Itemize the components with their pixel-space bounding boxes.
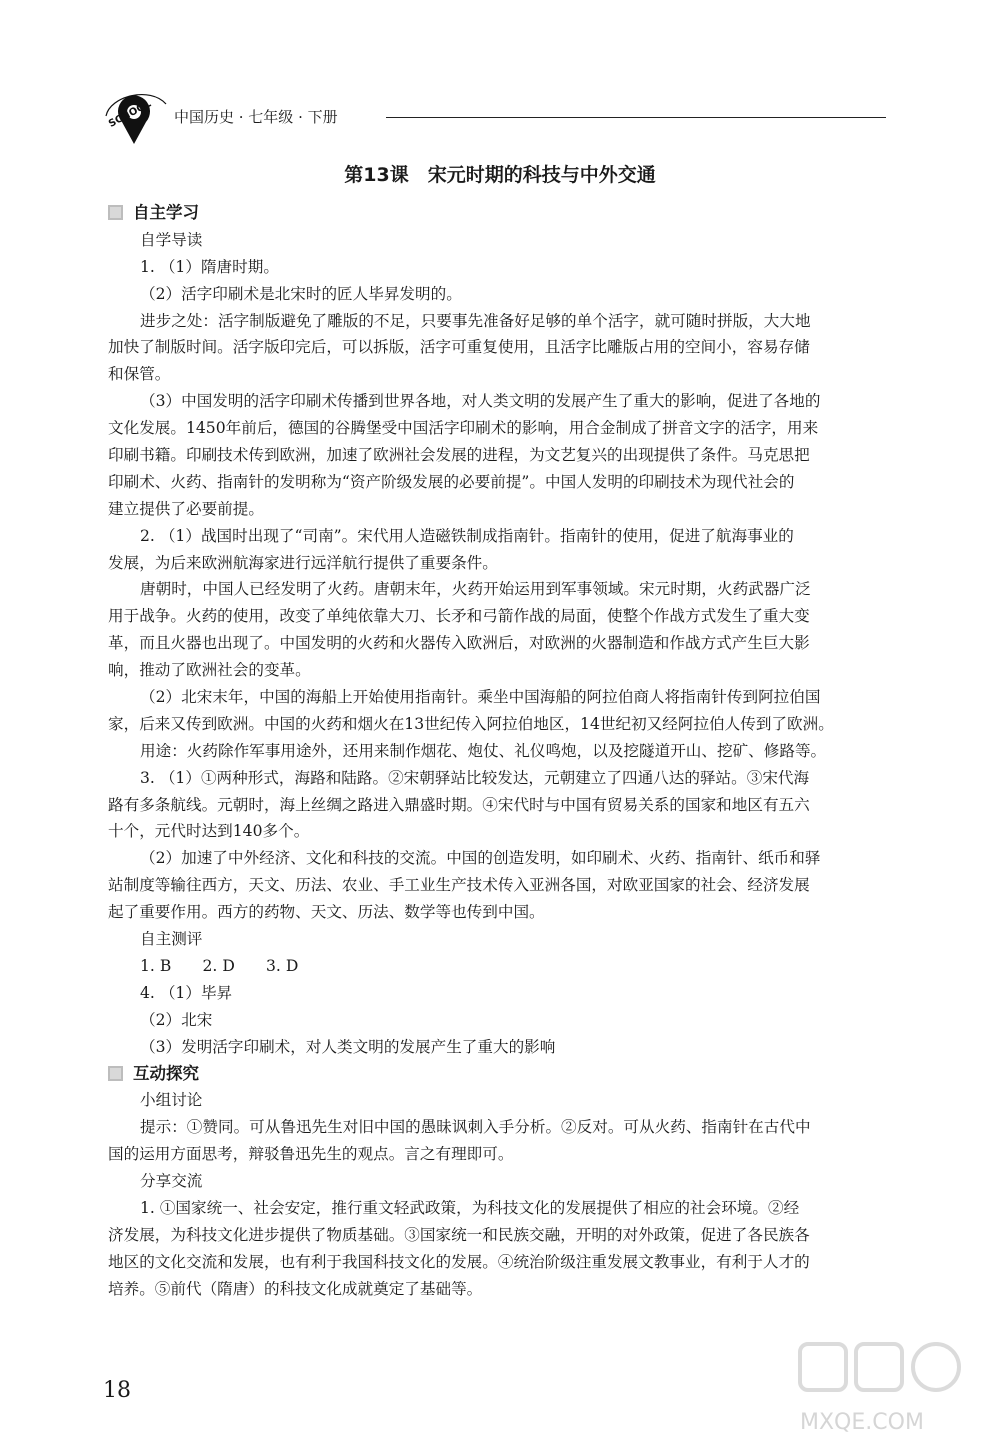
text-line: 培养。⑤前代（隋唐）的科技文化成就奠定了基础等。 — [108, 1279, 483, 1298]
page-number: 18 — [103, 1378, 131, 1403]
page-header — [100, 88, 900, 148]
text-line: 印刷术、火药、指南针的发明称为“资产阶级发展的必要前提”。中国人发明的印刷技术为现代社会的 — [108, 472, 795, 491]
subheading: 分享交流 — [140, 1172, 203, 1191]
text-line: 建立提供了必要前提。 — [108, 499, 264, 518]
watermark-stamp-icon — [796, 1340, 966, 1402]
text-line: （2）加速了中外经济、文化和科技的交流。中国的创造发明，如印刷术、火药、指南针、纸币和驿 — [140, 849, 821, 868]
text-line: 4. （1）毕昇 — [140, 983, 233, 1002]
text-line: 1. B 2. D 3. D — [140, 956, 299, 975]
text-line: 革，而且火器也出现了。中国发明的火药和火器传入欧洲后，对欧洲的火器制造和作战方式产生巨大影 — [108, 634, 810, 653]
text-line: 地区的文化交流和发展，也有利于我国科技文化的发展。④统治阶级注重发展文教事业，有利于人才的 — [108, 1252, 810, 1271]
book-title: 中国历史 · 七年级 · 下册 — [174, 108, 338, 126]
text-line: （2）活字印刷术是北宋时的匠人毕昇发明的。 — [140, 284, 462, 303]
watermark-text: MXQE.COM — [800, 1410, 924, 1435]
section-marker-icon — [108, 1066, 123, 1081]
section-heading: 自主学习 — [108, 200, 901, 227]
text-line: 十个，元代时达到140多个。 — [108, 822, 310, 841]
section-heading: 互动探究 — [108, 1061, 901, 1088]
text-line: 1. ①国家统一、社会安定，推行重文轻武政策，为科技文化的发展提供了相应的社会环境。②经 — [140, 1198, 800, 1217]
text-line: 进步之处：活字制版避免了雕版的不足，只要事先准备好足够的单个活字，就可随时拼版，大大地 — [140, 311, 811, 330]
text-line: （3）中国发明的活字印刷术传播到世界各地，对人类文明的发展产生了重大的影响，促进了各地的 — [140, 392, 821, 411]
text-line: 加快了制版时间。活字版印完后，可以拆版，活字可重复使用，且活字比雕版占用的空间小，容易存储 — [108, 338, 810, 357]
subheading: 自主测评 — [140, 930, 203, 949]
school-logo-icon — [100, 88, 168, 146]
text-line: 起了重要作用。西方的药物、天文、历法、数学等也传到中国。 — [108, 903, 545, 922]
text-line: （3）发明活字印刷术，对人类文明的发展产生了重大的影响 — [140, 1037, 556, 1056]
text-line: 文化发展。1450年前后，德国的谷腾堡受中国活字印刷术的影响，用合金制成了拼音文字的活字，用来 — [108, 419, 819, 438]
text-line: 印刷书籍。印刷技术传到欧洲，加速了欧洲社会发展的进程，为文艺复兴的出现提供了条件。马克思把 — [108, 446, 810, 465]
text-line: 国的运用方面思考，辩驳鲁迅先生的观点。言之有理即可。 — [108, 1145, 514, 1164]
section-marker-icon — [108, 205, 123, 220]
text-line: （2）北宋 — [140, 1010, 213, 1029]
text-line: 唐朝时，中国人已经发明了火药。唐朝末年，火药开始运用到军事领域。宋元时期，火药武器广泛 — [140, 580, 811, 599]
text-line: 济发展，为科技文化进步提供了物质基础。③国家统一和民族交融，开明的对外政策，促进了各民族各 — [108, 1225, 810, 1244]
text-line: 提示：①赞同。可从鲁迅先生对旧中国的愚昧讽刺入手分析。②反对。可从火药、指南针在古代中 — [140, 1118, 811, 1137]
text-line: 站制度等输往西方，天文、历法、农业、手工业生产技术传入亚洲各国，对欧亚国家的社会、经济发展 — [108, 876, 810, 895]
answer-content — [108, 200, 901, 1303]
header-rule — [386, 117, 886, 118]
text-line: 用于战争。火药的使用，改变了单纯依靠大刀、长矛和弓箭作战的局面，使整个作战方式发生了重大变 — [108, 607, 810, 626]
text-line: 2. （1）战国时出现了“司南”。宋代用人造磁铁制成指南针。指南针的使用，促进了航海事业的 — [140, 526, 794, 545]
text-line: 1. （1）隋唐时期。 — [140, 257, 279, 276]
text-line: 3. （1）①两种形式，海路和陆路。②宋朝驿站比较发达，元朝建立了四通八达的驿站。③宋代海 — [140, 768, 810, 787]
svg-text:SCHOOL: SCHOOL — [107, 98, 154, 130]
text-line: （2）北宋末年，中国的海船上开始使用指南针。乘坐中国海船的阿拉伯商人将指南针传到阿拉伯国 — [140, 688, 821, 707]
text-line: 和保管。 — [108, 365, 171, 384]
text-line: 用途：火药除作军事用途外，还用来制作烟花、炮仗、礼仪鸣炮，以及挖隧道开山、挖矿、修路等。 — [140, 741, 827, 760]
text-line: 路有多条航线。元朝时，海上丝绸之路进入鼎盛时期。④宋代时与中国有贸易关系的国家和地区有五六 — [108, 795, 810, 814]
text-line: 家，后来又传到欧洲。中国的火药和烟火在13世纪传入阿拉伯地区，14世纪初又经阿拉伯人传到了欧洲。 — [108, 714, 834, 733]
watermark — [796, 1340, 976, 1435]
lesson-title: 第13课 宋元时期的科技与中外交通 — [344, 164, 656, 186]
subheading: 自学导读 — [140, 230, 203, 249]
text-line: 发展，为后来欧洲航海家进行远洋航行提供了重要条件。 — [108, 553, 498, 572]
text-line: 响，推动了欧洲社会的变革。 — [108, 661, 311, 680]
subheading: 小组讨论 — [140, 1091, 203, 1110]
